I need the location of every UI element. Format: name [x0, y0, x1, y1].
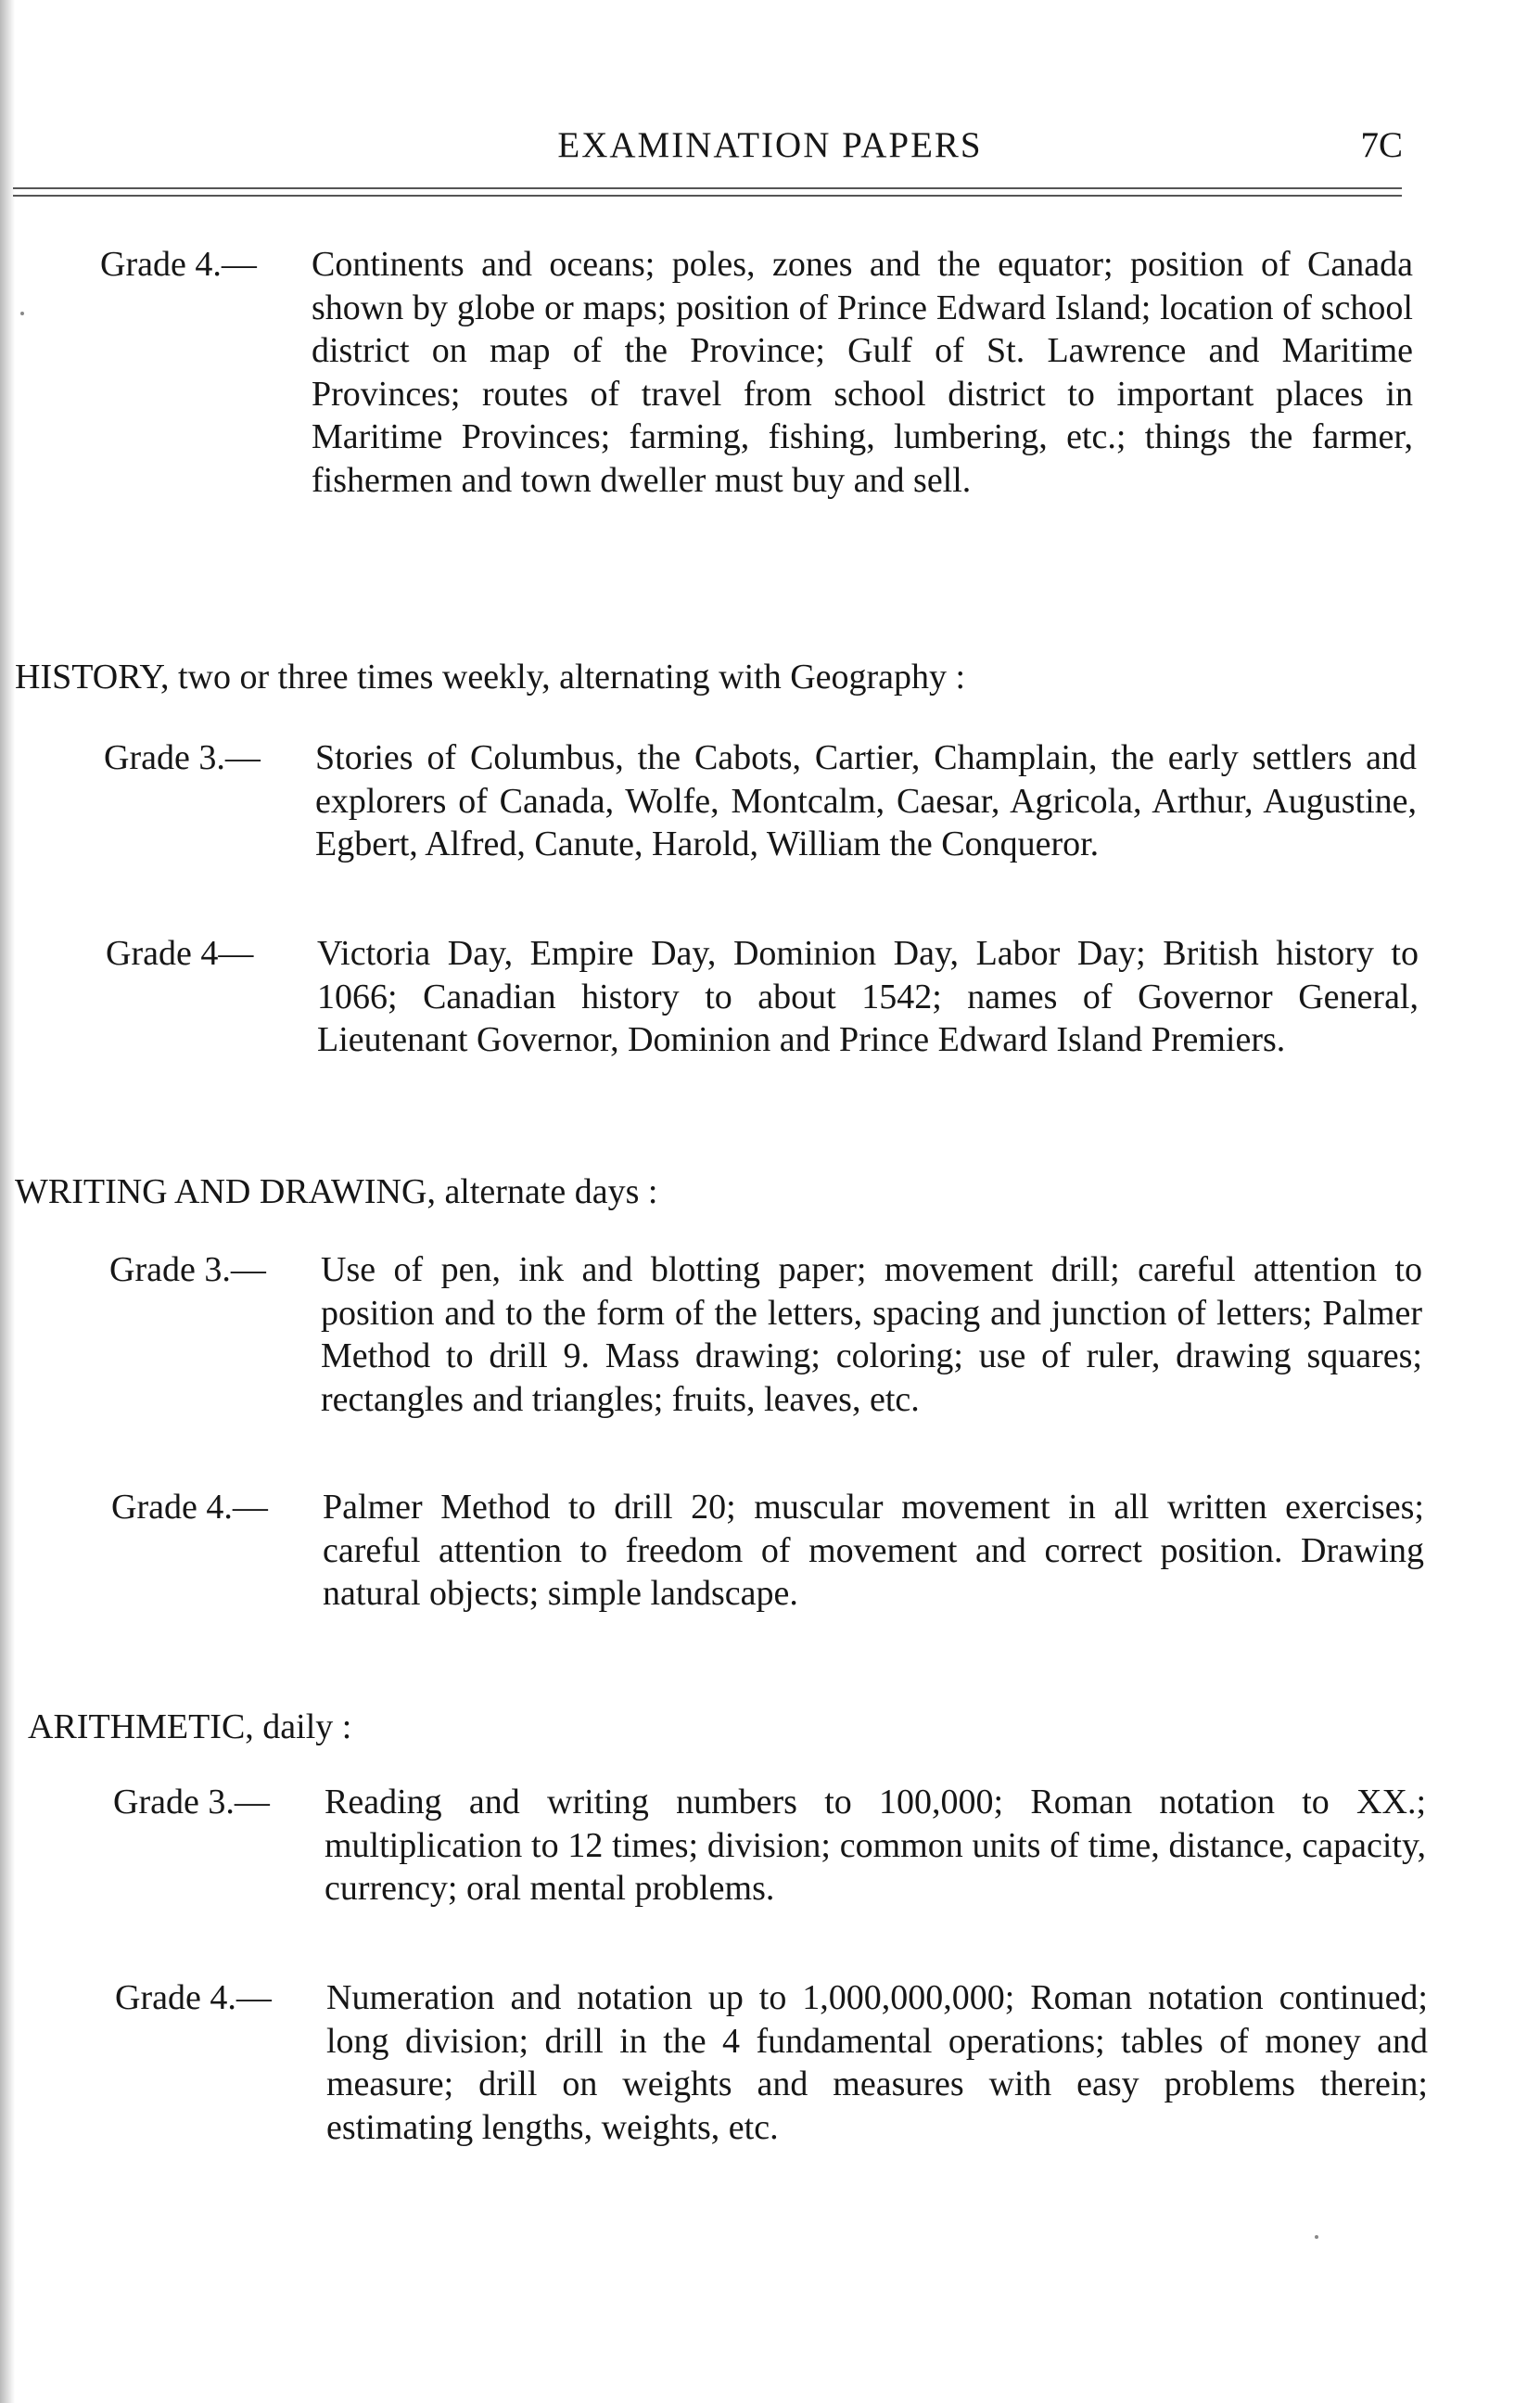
writing-drawing-heading: WRITING AND DRAWING, alternate days : — [15, 1172, 658, 1211]
history-grade-4-entry — [106, 932, 1419, 1062]
arithmetic-grade-4-entry — [115, 1976, 1428, 2149]
entry-text: Palmer Method to drill 20; muscular movement in all written exercises; careful attention to freedom of movement and correct position. Drawing natural objects; simple landscape. — [323, 1488, 1424, 1613]
page-number: 7C — [1360, 125, 1403, 165]
running-title: EXAMINATION PAPERS — [557, 125, 983, 165]
grade-label: Grade 4.— — [115, 1978, 272, 2017]
entry-text: Reading and writing numbers to 100,000; Roman notation to XX.; multiplication to 12 times; division; common units of time, distance, capacity, currency; oral mental problems. — [325, 1783, 1426, 1908]
running-head — [0, 124, 1540, 171]
history-heading: HISTORY, two or three times weekly, alternating with Geography : — [15, 658, 966, 697]
scan-speck — [20, 312, 24, 315]
grade-label: Grade 3.— — [113, 1783, 270, 1821]
header-rule-top — [13, 187, 1402, 189]
entry-text: Numeration and notation up to 1,000,000,000; Roman notation continued; long division; drill in the 4 fundamental operations; tables of money and measure; drill on weights and measures with easy problems therein; estimating lengths, weights, etc. — [326, 1978, 1428, 2147]
history-grade-3-entry — [104, 736, 1417, 866]
scan-speck — [1315, 2235, 1318, 2239]
grade-label: Grade 4— — [106, 934, 254, 973]
header-rule-bottom — [13, 195, 1402, 197]
grade-label: Grade 3.— — [109, 1250, 266, 1289]
entry-text: Stories of Columbus, the Cabots, Cartier, Champlain, the early settlers and explorers of Canada, Wolfe, Montcalm, Caesar, Agricola, Arthur, Augustine, Egbert, Alfred, Canute, Harold, William the Conqueror. — [315, 738, 1417, 863]
writing-grade-4-entry — [111, 1486, 1424, 1616]
arithmetic-grade-3-entry — [113, 1781, 1426, 1911]
grade-label: Grade 3.— — [104, 738, 261, 777]
entry-text: Victoria Day, Empire Day, Dominion Day, Labor Day; British history to 1066; Canadian history to about 1542; names of Governor General, Lieutenant Governor, Dominion and Prince Edward Island Premiers. — [317, 934, 1419, 1059]
page-edge-shadow — [0, 0, 15, 2403]
geography-grade-4-entry — [100, 243, 1413, 502]
entry-text: Use of pen, ink and blotting paper; movement drill; careful attention to position and to the form of the letters, spacing and junction of letters; Palmer Method to drill 9. Mass drawing; coloring; use of ruler, drawing squares; rectangles and triangles; fruits, leaves, etc. — [321, 1250, 1422, 1419]
grade-label: Grade 4.— — [111, 1488, 268, 1527]
entry-text: Continents and oceans; poles, zones and the equator; position of Canada shown by globe or maps; position of Prince Edward Island; location of school district on map of the Province; Gulf of St. Lawrence and Maritime Provinces; routes of travel from school district to important places in Maritime Provinces; farming, fishing, lumbering, etc.; things the farmer, fishermen and town dweller must buy and sell. — [312, 245, 1413, 500]
writing-grade-3-entry — [109, 1248, 1422, 1421]
arithmetic-heading: ARITHMETIC, daily : — [28, 1707, 352, 1746]
grade-label: Grade 4.— — [100, 245, 257, 284]
